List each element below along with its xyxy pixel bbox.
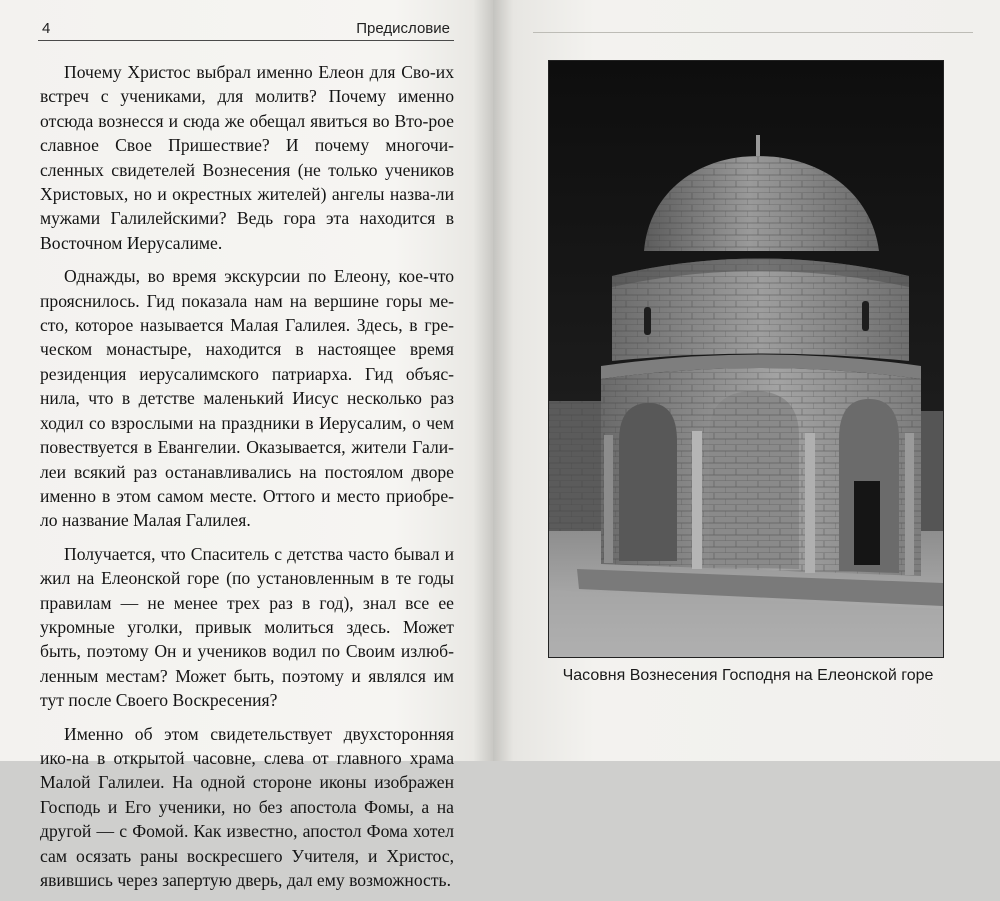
- paragraph-3: Получается, что Спаситель с детства часто бывал и жил на Елеонской горе (по установленным в те годы правилам — не менее трех раз в год), знал все ее укромные уголки, привык молиться здесь. Может быть, поэтому Он и учеников водил по Своим излюб-ленным местам? Может быть, поэтому и являлся им тут после Своего Воскресения?: [40, 543, 454, 711]
- chapter-title: Предисловие: [356, 20, 450, 37]
- body-text: [40, 60, 454, 901]
- page-number: 4: [42, 20, 51, 37]
- arch-left: [619, 403, 677, 561]
- running-header: [38, 18, 454, 41]
- show-through-header: [533, 10, 973, 33]
- paragraph-2: Однажды, во время экскурсии по Елеону, кое-что прояснилось. Гид показала нам на вершине горы ме-сто, которое называется Малая Галилея. Здесь, в гре-ческом монастыре, находится в настоящее время резиденция иерусалимского патриарха. Гид объяс-нила, что в детстве маленький Иисус несколько раз ходил со взрослыми на праздники в Иерусалим, о чем повествуется в Евангелии. Оказывается, жители Гали-леи всякий раз останавливались на постоялом дворе именно в этом самом месте. Оттого и место приобре-ло название Малая Галилея.: [40, 266, 454, 531]
- chapel-illustration: [549, 61, 943, 657]
- paragraph-1: Почему Христос выбрал именно Елеон для Сво-их встреч с учениками, для молитв? Почему именно отсюда вознесся и сюда же обещал явиться во Вто-рое славное Свое Пришествие? И почему многочи-сленных свидетелей Вознесения (не только учеников Христовых, но и окрестных жителей) ангелы назва-ли мужами Галилейскими? Ведь гора эта находится в Восточном Иерусалиме.: [40, 62, 454, 253]
- column-2: [805, 433, 815, 573]
- dome-finial: [756, 135, 760, 157]
- drum-window-right: [862, 301, 869, 331]
- paragraph-4: Именно об этом свидетельствует двухсторонняя ико-на в открытой часовне, слева от главного храма Малой Галилеи. На одной стороне иконы изображен Господь и Его ученики, но без апостола Фомы, а на другой — с Фомой. Как известно, апостол Фома хотел сам осязать раны воскресшего Учителя, и Христос, явившись через запертую дверь, дал ему возможность.: [40, 723, 454, 890]
- column-4: [604, 435, 613, 563]
- column-3: [905, 433, 914, 575]
- doorway: [854, 481, 880, 565]
- column-1: [692, 431, 702, 569]
- right-page: [493, 0, 1000, 761]
- left-page: [0, 0, 493, 890]
- chapel-photo: [548, 60, 944, 658]
- drum-window-left: [644, 307, 651, 335]
- photo-caption: Часовня Вознесения Господня на Елеонской горе: [562, 667, 934, 684]
